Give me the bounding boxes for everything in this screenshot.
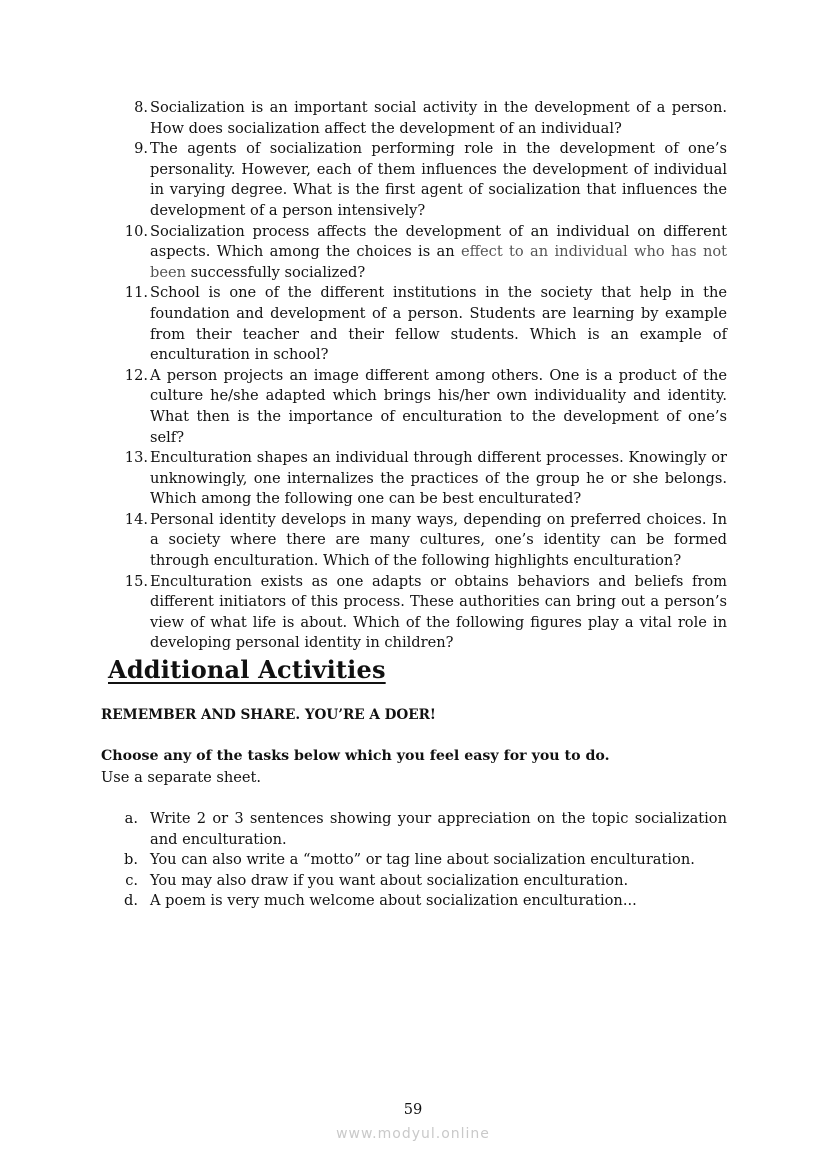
question-item bbox=[100, 283, 727, 365]
section-heading: Additional Activities bbox=[108, 655, 386, 684]
question-item bbox=[100, 366, 727, 448]
question-number: 12. bbox=[124, 366, 148, 384]
question-text: Socialization is an important social activity in the development of a person. How does socialization affect the development of an individual? bbox=[150, 99, 727, 137]
page-number: 59 bbox=[403, 1101, 423, 1118]
question-item bbox=[100, 448, 727, 510]
section-subheading: REMEMBER AND SHARE. YOU’RE A DOER! bbox=[101, 707, 436, 723]
question-number: 13. bbox=[124, 449, 148, 467]
watermark: www.modyul.online bbox=[336, 1126, 490, 1142]
question-text-highlight: effect to an individual who has not been bbox=[150, 243, 727, 281]
question-text: The agents of socialization performing role in the development of one’s personality. However, each of them influences the development of individual in varying degree. What is the first agent of socialization that influences the development of a person intensively? bbox=[150, 140, 727, 219]
task-text: A poem is very much welcome about socialization enculturation... bbox=[150, 892, 637, 910]
question-item bbox=[100, 222, 727, 284]
task-letter: b. bbox=[124, 851, 138, 869]
instruction-text: Use a separate sheet. bbox=[101, 769, 262, 786]
question-text: A person projects an image different among others. One is a product of the culture he/she adapted which brings his/her own individuality and identity. What then is the importance of enculturation to the development of one’s self? bbox=[150, 366, 727, 446]
instruction-bold: Choose any of the tasks below which you feel easy for you to do. bbox=[101, 748, 610, 764]
question-number: 15. bbox=[124, 572, 148, 590]
question-item bbox=[100, 139, 727, 221]
task-letter: c. bbox=[125, 871, 138, 889]
question-text: School is one of the different institutions in the society that help in the foundation and development of a person. Students are learning by example from their teacher and their fellow students. Which is an example of enculturation in school? bbox=[150, 284, 727, 364]
task-item bbox=[100, 809, 727, 850]
task-letter: d. bbox=[124, 892, 138, 910]
question-item bbox=[100, 98, 727, 139]
task-item bbox=[100, 871, 727, 892]
task-text: You can also write a “motto” or tag line about socialization enculturation. bbox=[150, 851, 695, 869]
question-list bbox=[100, 98, 727, 654]
question-text-end: successfully socialized? bbox=[186, 263, 366, 281]
question-text: Enculturation shapes an individual through different processes. Knowingly or unknowingly, one internalizes the practices of the group he or she belongs. Which among the following one can be best enculturated? bbox=[150, 449, 727, 508]
question-text: Enculturation exists as one adapts or obtains behaviors and beliefs from different initiators of this process. These authorities can bring out a person’s view of what life is about. Which of the following figures play a vital role in developing personal identity in children? bbox=[150, 572, 727, 652]
question-number: 8. bbox=[134, 99, 148, 116]
question-text: Personal identity develops in many ways, depending on preferred choices. In a society where there are many cultures, one’s identity can be formed through enculturation. Which of the following highlights enculturation? bbox=[150, 510, 727, 570]
question-item bbox=[100, 572, 727, 654]
task-letter: a. bbox=[124, 810, 138, 827]
task-list bbox=[100, 809, 727, 912]
question-number: 10. bbox=[124, 222, 148, 240]
task-text: You may also draw if you want about socialization enculturation. bbox=[150, 871, 629, 889]
task-item bbox=[100, 891, 727, 912]
task-text: Write 2 or 3 sentences showing your appreciation on the topic socialization and enculturation. bbox=[150, 810, 727, 848]
question-number: 9. bbox=[134, 140, 148, 158]
question-item bbox=[100, 510, 727, 572]
task-item bbox=[100, 850, 727, 871]
question-number: 11. bbox=[124, 284, 148, 302]
question-number: 14. bbox=[124, 510, 148, 528]
question-text: Socialization process affects the development of an individual on different aspects. Which among the choices is an bbox=[150, 222, 727, 261]
